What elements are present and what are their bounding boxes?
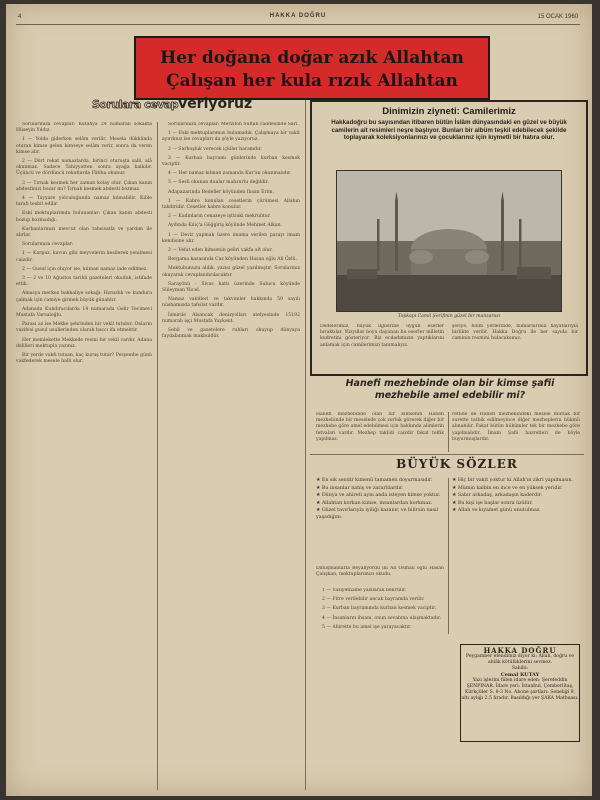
star-bullet-icon: ★	[316, 500, 322, 506]
article-paragraph: Amasya merkez bakkaliye sokağı: Hırsızlık ve kundura çalmak için camiye girmek büyük günahtır.	[16, 291, 152, 303]
article-paragraph: Kurbanlarınızı mevcut olan tahsisatla ve yardım ile alırlar.	[16, 226, 152, 239]
info-intro: Peygamber efendimiz diyor ki: Allah, doğru ve ahlâk kötülüklerini sevmez.	[466, 654, 574, 665]
saying-text: Allah ve kıyamet günü unutulmaz.	[457, 508, 541, 514]
article-paragraph: 3 — Kurban bayramı günlerinde kurban kesmek vaciptir.	[162, 155, 300, 168]
saying-text: Allahtan korkan kimse, insanlardan korkmaz.	[321, 500, 433, 506]
mosque-feature-box	[310, 100, 588, 376]
hanefi-headline: Hanefi mezhebinde olan bir kimse şafii mezhebile amel edebilir mi?	[345, 378, 555, 401]
photo-caption: Topkapı Camii Şerifinin güzel bir manzarası	[397, 314, 501, 319]
saying-text: Hiç bir vakit yoktur ki Allah'ın zikri yapılmasın.	[457, 478, 573, 483]
saying-text: Bu insanlar nahiş ve zararlılardır.	[321, 485, 404, 491]
sayings-left	[316, 478, 444, 562]
section-divider	[310, 454, 584, 455]
article-paragraph: 2 — Gusul için oluyor ise, kılınan namaz iade edilmez.	[22, 266, 148, 272]
article-paragraph: Sorularınıza cevaplar: Kütahya 24 numaralı sokakta Hüseyin Yıldız.	[16, 122, 152, 134]
star-bullet-icon: ★	[316, 485, 322, 491]
article-paragraph: 5 — Sesli okunan dualar mahzurlu değildir.	[168, 180, 269, 186]
article-paragraph: Adapazarında Bedeller köyünden Ihsan Erim.	[168, 189, 274, 195]
buyuk-sozler-title: BÜYÜK SÖZLER	[396, 457, 518, 471]
issue-date: 15 OCAK 1960	[537, 14, 578, 20]
saying-text: Sabır arkadaş, arkadaşın kaderdir.	[457, 493, 543, 499]
article-paragraph: 2 — Sarhoşluk verecek içkiler haramdır.	[168, 146, 262, 152]
article-paragraph: İzmirde Alsancak denizyolları atelyesinde 15192 numaralı işçi Mustafa Yaykent.	[162, 312, 300, 324]
article-paragraph: Bir yerde vakfı tutsan, kaç kuruş tutar? Perşembe günü vakfederek mesele halli olur.	[16, 353, 152, 365]
saying-item	[316, 478, 444, 485]
qa-section-title	[92, 96, 302, 118]
article-paragraph: Adanada Kundıracılarda 14 numarada Gelir Tecimevi Mustafa Varsaloğlu.	[16, 306, 152, 319]
answer-line: 5 — Ahirette bu amel işe yarayacaktır.	[322, 624, 412, 630]
owner-label: Sahibi:	[511, 666, 529, 671]
article-paragraph: 1 — Yolda giderken selâm verilir. Mesela dükkânda oturan kimse gelen kimseye selâm verir, sonra da veren kimse alır.	[16, 137, 152, 155]
article-paragraph: Mektubunuzu aldık, yazısı güzel yazılmıştır. Sorularınız okuyarak cevaplandırılacaktır.	[162, 266, 300, 278]
answer-line: 1 — Vasiyetname yazılarak belirtilir.	[322, 588, 407, 593]
page-header	[16, 10, 580, 25]
hanefi-text-2: rethne de Hanefi mezhebindeki mesele mutlak bir surette tatbik edilmeyince diğer mezheplerin hükmü alınabilir. Fakat bütün hükümler tek bir mezhebe göre yapılmalıdır. İmam Şafii hazretleri de böyle buyurmuşlardır.	[452, 412, 580, 442]
saying-text: Mümin kalbin en ince ve en yüksek yeridir.	[457, 485, 563, 491]
saying-text: En sık sendir kımenü tamamen doyurmasıdır.	[321, 478, 433, 483]
saying-item	[316, 501, 444, 508]
article-paragraph: Aydında Kılıç'a Göğgiriş köyünde Mehmet Alkan.	[168, 223, 283, 229]
buyuk-paragraph: Danışmanlarla Beyalıyordu iki Ali Osman oğlu Hasan Çalışkan, mektuplarımızı okudu.	[316, 566, 444, 578]
owner-name: Cemal KUTAY	[500, 672, 540, 678]
column-divider	[157, 122, 158, 790]
mosque-photo	[336, 170, 562, 312]
article-paragraph: 3 — 2 ve 10 Ağustos tarihli gazeteleri okuduk, istifade ettik.	[16, 276, 152, 288]
saying-item	[316, 486, 444, 493]
saying-item	[316, 493, 444, 500]
star-bullet-icon: ★	[452, 485, 458, 491]
article-paragraph: Parası az ise Mekke şehrinden bir vekil tutulur. Onların vazifesi gusul usullerinden olarak haccı ifa etmektir.	[16, 322, 152, 334]
star-bullet-icon: ★	[452, 493, 458, 499]
publisher-details: Yazı işlerini fiilen idare eden: Şerefeddin ŞENPINAR. İdare yeri: İstanbul, Çemberlitaş, Kürkçüler S. 8-3 No. Abone şartları: Seneliği 9, altı aylığı 2.5 liradır. Basıldığı yer ŞAKA Matbaası.	[461, 678, 579, 701]
star-bullet-icon: ★	[452, 508, 458, 514]
article-paragraph: Sarayönü - Sivas hattı üzerinde Sulucu köyünde Süleyman Yücel.	[162, 281, 300, 294]
saying-text: Güzel tavırlarıyla iyiliği kazanır, ve bilirsin nasıl yaşadığını.	[316, 508, 439, 520]
feature-text-2: şeriye, bilim yerlerinde, mimarlarının hayatlarıyla birlikte verilir. Hakka Doğru ile her sayıda bir caminin resmini bulacaksınız.	[452, 324, 578, 342]
article-paragraph: 1 — Kabre konulan cesetlerin çürümesi Allahın takdiridir. Cesetler kabre konulur.	[162, 198, 300, 211]
article-paragraph: Sorularınıza cevaplar: Merzifon Sultan caddesinde Sarı.	[168, 122, 299, 127]
banner-line-1: Her doğana doğar azık Allahtan	[160, 48, 464, 68]
feature-text-1: Dedelerimiz, büyük ilgilerine uygun eserler bıraktılar. Yüzyıllar boyu dayanan bu eserler milletin kudretini gösteriyor. Biz ecdadımızın yaptıklarını anlamak için camilerimizi tanımalıyız.	[320, 324, 444, 348]
left-column-1	[16, 122, 152, 790]
answer-line: 4 — İnsanların ihsanı, onun sevabına ulaşmaktadır.	[322, 615, 442, 621]
column-divider	[305, 100, 306, 790]
mosque-illustration	[337, 171, 561, 311]
page-number: 4	[18, 14, 22, 20]
article-paragraph: 2 — Vefat eden kimsenin geliri vakfa ait olur.	[168, 248, 273, 254]
saying-item	[452, 486, 580, 493]
star-bullet-icon: ★	[316, 493, 322, 499]
saying-item	[452, 478, 580, 485]
star-bullet-icon: ★	[452, 500, 458, 506]
article-paragraph: Namaz vakitleri ve takvimler hakkında 59 sayılı nüshamızda tafsilat vardır.	[162, 297, 300, 309]
article-paragraph: Sebil ve gazetelere ruhları okuyup dünyaya faydalanmak makbuldür.	[162, 328, 300, 340]
hanefi-text-1: Hanefi mezhebinde olan bir kimsenin Hanefi mezhebinde bir meselede çok zorluk görerek diğer bir mezhebe göre amel edebilmesi için hakkında alimlerin fetvaları vardır. Mezhep taklidi caizdir fakat telfik yapılmaz.	[316, 412, 444, 442]
publisher-info-box	[460, 644, 580, 742]
article-paragraph: 1 — Eski mektuplarımızı bulamadık. Çalışmaya bir vakit ayırdınız ise cevapları da şöyle yazıyoruz.	[162, 131, 300, 143]
qa-title-rest: veriyoruz	[178, 96, 253, 112]
article-paragraph: 2 — Kadınların cenazeye iştiraki mekruhtur.	[168, 214, 271, 220]
left-column-2	[162, 122, 300, 790]
masthead: HAKKA DOĞRU	[269, 13, 327, 19]
saying-item	[452, 508, 580, 515]
article-paragraph: 1 — Karpuz, kavun gibi meyvelerin kesilerek yenilmesi caizdir.	[16, 251, 152, 263]
star-bullet-icon: ★	[316, 478, 322, 483]
sayings-right	[452, 478, 580, 562]
article-paragraph: Her memlekette Mekkede resmi bir vekil vardır. Adana delilleri mektupla yazınız.	[16, 337, 152, 349]
article-paragraph: 4 — Tayyare yolculuğunda namaz kılınabilir. Kıble tarafı tesbit edilir.	[16, 196, 152, 208]
article-paragraph: 2 — Dört rekat namazlarda, birinci oturuşta salli, alâ okunmaz. Sadece Tahiyyatten sonra ayağa kalkılır. Üçüncü ve dördüncü rekatlarda Fâtiha okunur.	[16, 159, 152, 177]
saying-item	[316, 508, 444, 521]
answer-line: 2 — Fitre verilebilir ancak bayramda verilir.	[322, 597, 425, 603]
info-masthead: HAKKA DOĞRU	[483, 646, 557, 655]
headline-banner	[134, 36, 490, 100]
feature-subtitle: Hakkadoğru bu sayısından itibaren bütün İslâm dünyasındaki en güzel ve büyük camilerin ait resimleri neşre başlıyor. Bunları bir albüm teşkil edebilecek şekilde toplayarak koleksiyonlarınızı ve çocuklarınız için kıymetli bir hatıra olur.	[331, 119, 567, 142]
saying-text: Dünya ve ahireti aynı anda isteyen kimse yoktur.	[321, 493, 441, 499]
feature-title: Dinimizin ziyneti: Camilerimiz	[382, 106, 516, 117]
buyuk-answers	[316, 588, 444, 788]
article-paragraph: 1 — Devir yapmak üzere imama verilen parayı imam kendisine alır.	[162, 232, 300, 244]
saying-item	[452, 493, 580, 500]
article-paragraph: 3 — Tırnak kesmek her zaman kolay olur. Çıkan kanın abdestinizi bozar mı? Tırnak kesmek abdesti bozmaz.	[16, 180, 152, 192]
column-divider	[448, 478, 449, 634]
qa-title-outline: Sorulara cevap	[92, 98, 179, 111]
answer-line: 3 — Kurban bayramında kurban kesmek vaciptir.	[322, 606, 437, 612]
saying-item	[452, 501, 580, 508]
article-paragraph: Sorularınıza cevaplar:	[22, 242, 74, 248]
star-bullet-icon: ★	[452, 478, 458, 483]
star-bullet-icon: ★	[316, 508, 322, 514]
article-paragraph: 4 — Her namaz kılınan zamanda Kur'an okunmalıdır.	[168, 171, 292, 177]
newspaper-page	[6, 4, 592, 796]
article-paragraph: Eski mektuplarımda bulunanlar: Çıkan kanın abdesti bozup bozmadığı.	[16, 211, 152, 223]
saying-text: Bu kişi işe başlar sonra üzülür.	[457, 500, 533, 506]
column-divider	[448, 412, 449, 452]
banner-line-2: Çalışan her kula rızık Allahtan	[166, 71, 458, 91]
article-paragraph: Bergama kazasında Caz köyünden Hasan oğlu Ali Özlü.	[168, 257, 298, 263]
